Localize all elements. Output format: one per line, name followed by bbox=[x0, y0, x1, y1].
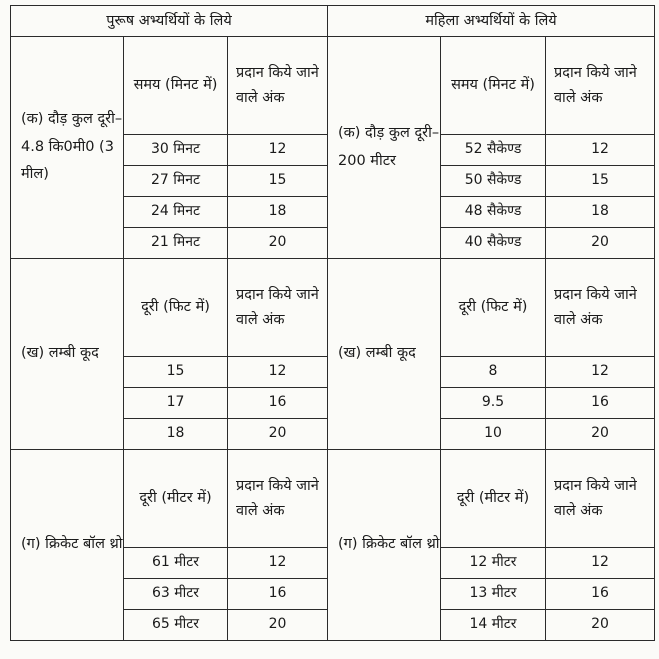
female-cricket-event: (ग) क्रिकेट बॉल थ्रो bbox=[328, 450, 441, 641]
male-long-jump-measure-header: दूरी (फिट में) bbox=[124, 259, 228, 357]
male-race-points: 12 bbox=[228, 135, 328, 166]
male-race-value: 30 मिनट bbox=[124, 135, 228, 166]
female-race-points: 15 bbox=[546, 166, 655, 197]
male-section-header: पुरूष अभ्यर्थियों के लिये bbox=[11, 6, 328, 37]
female-race-points-header: प्रदान किये जाने वाले अंक bbox=[546, 37, 655, 135]
female-race-value: 48 सैकेण्ड bbox=[441, 197, 546, 228]
male-long-jump-points: 12 bbox=[228, 357, 328, 388]
female-long-jump-points: 16 bbox=[546, 388, 655, 419]
male-long-jump-points: 20 bbox=[228, 419, 328, 450]
table-header-row bbox=[11, 6, 655, 37]
male-race-points: 15 bbox=[228, 166, 328, 197]
female-long-jump-points-header: प्रदान किये जाने वाले अंक bbox=[546, 259, 655, 357]
male-long-jump-value: 15 bbox=[124, 357, 228, 388]
male-cricket-points: 12 bbox=[228, 548, 328, 579]
female-long-jump-points: 20 bbox=[546, 419, 655, 450]
long-jump-header-row bbox=[11, 259, 655, 357]
male-long-jump-value: 17 bbox=[124, 388, 228, 419]
female-race-value: 40 सैकेण्ड bbox=[441, 228, 546, 259]
cricket-header-row bbox=[11, 450, 655, 548]
female-cricket-points-header: प्रदान किये जाने वाले अंक bbox=[546, 450, 655, 548]
male-long-jump-points-header: प्रदान किये जाने वाले अंक bbox=[228, 259, 328, 357]
female-race-points: 12 bbox=[546, 135, 655, 166]
female-long-jump-value: 8 bbox=[441, 357, 546, 388]
female-long-jump-value: 9.5 bbox=[441, 388, 546, 419]
female-race-points: 18 bbox=[546, 197, 655, 228]
male-long-jump-event: (ख) लम्बी कूद bbox=[11, 259, 124, 450]
physical-standards-table bbox=[10, 5, 655, 641]
male-cricket-points-header: प्रदान किये जाने वाले अंक bbox=[228, 450, 328, 548]
male-cricket-value: 61 मीटर bbox=[124, 548, 228, 579]
male-cricket-measure-header: दूरी (मीटर में) bbox=[124, 450, 228, 548]
male-cricket-points: 16 bbox=[228, 579, 328, 610]
female-cricket-value: 14 मीटर bbox=[441, 610, 546, 641]
male-cricket-value: 63 मीटर bbox=[124, 579, 228, 610]
female-long-jump-points: 12 bbox=[546, 357, 655, 388]
female-long-jump-event: (ख) लम्बी कूद bbox=[328, 259, 441, 450]
female-section-header: महिला अभ्यर्थियों के लिये bbox=[328, 6, 655, 37]
male-race-measure-header: समय (मिनट में) bbox=[124, 37, 228, 135]
male-cricket-value: 65 मीटर bbox=[124, 610, 228, 641]
female-long-jump-value: 10 bbox=[441, 419, 546, 450]
female-race-event: (क) दौड़ कुल दूरी– 200 मीटर bbox=[328, 37, 441, 259]
male-cricket-event: (ग) क्रिकेट बॉल थ्रो bbox=[11, 450, 124, 641]
male-race-event: (क) दौड़ कुल दूरी– 4.8 कि0मी0 (3 मील) bbox=[11, 37, 124, 259]
male-cricket-points: 20 bbox=[228, 610, 328, 641]
male-long-jump-points: 16 bbox=[228, 388, 328, 419]
race-header-row bbox=[11, 37, 655, 135]
male-race-value: 27 मिनट bbox=[124, 166, 228, 197]
male-race-points: 20 bbox=[228, 228, 328, 259]
female-cricket-value: 12 मीटर bbox=[441, 548, 546, 579]
female-race-value: 50 सैकेण्ड bbox=[441, 166, 546, 197]
female-cricket-measure-header: दूरी (मीटर में) bbox=[441, 450, 546, 548]
male-long-jump-value: 18 bbox=[124, 419, 228, 450]
female-race-measure-header: समय (मिनट में) bbox=[441, 37, 546, 135]
female-cricket-value: 13 मीटर bbox=[441, 579, 546, 610]
male-race-points: 18 bbox=[228, 197, 328, 228]
male-race-value: 21 मिनट bbox=[124, 228, 228, 259]
female-cricket-points: 12 bbox=[546, 548, 655, 579]
female-race-value: 52 सैकेण्ड bbox=[441, 135, 546, 166]
female-race-points: 20 bbox=[546, 228, 655, 259]
male-race-points-header: प्रदान किये जाने वाले अंक bbox=[228, 37, 328, 135]
female-cricket-points: 16 bbox=[546, 579, 655, 610]
female-long-jump-measure-header: दूरी (फिट में) bbox=[441, 259, 546, 357]
female-cricket-points: 20 bbox=[546, 610, 655, 641]
male-race-value: 24 मिनट bbox=[124, 197, 228, 228]
